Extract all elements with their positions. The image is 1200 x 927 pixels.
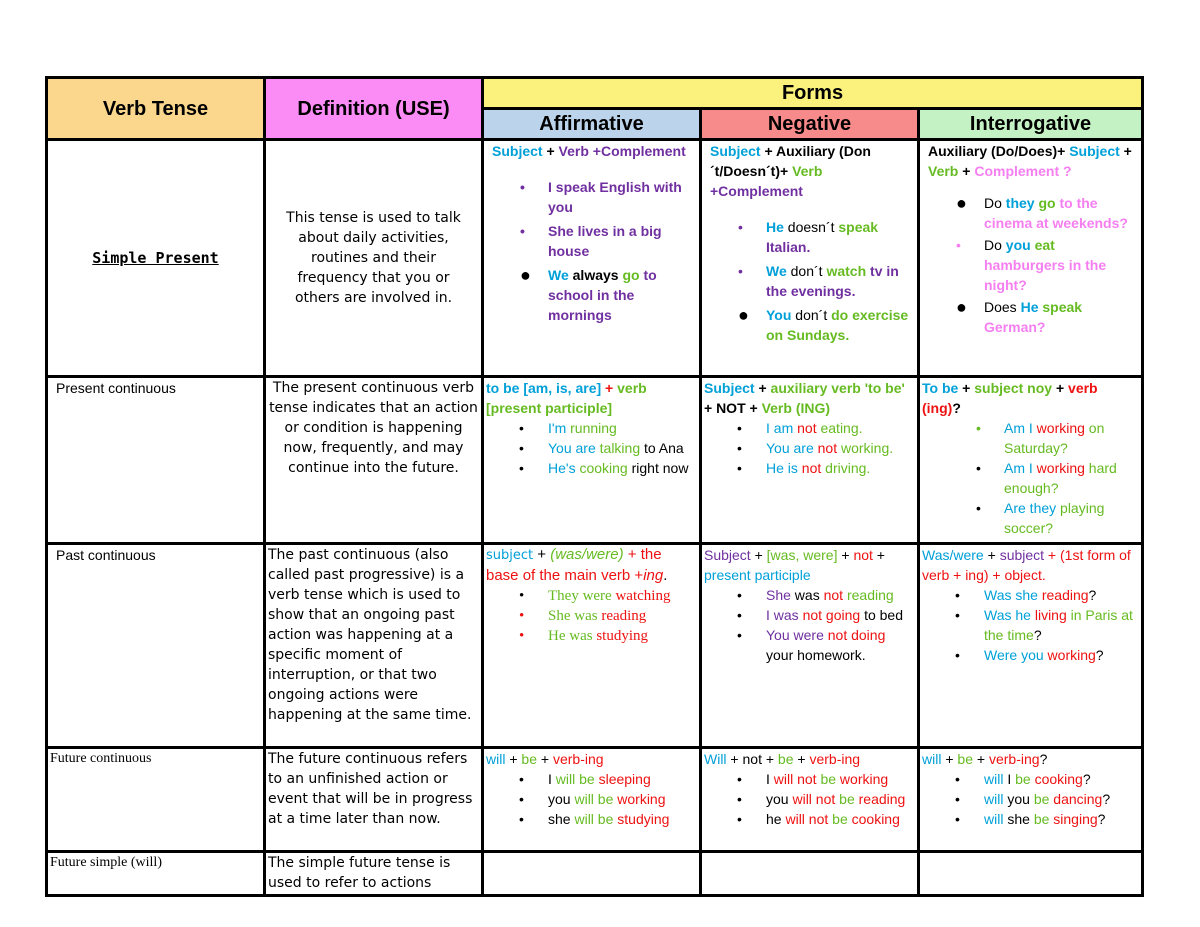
header-definition: Definition (USE) (265, 78, 483, 140)
tense-future-continuous: Future continuous (47, 748, 265, 852)
list-item: • will you be dancing? (955, 791, 1111, 807)
row-past-continuous (47, 544, 1143, 748)
list-item: • He's cooking right now (519, 460, 689, 476)
header-negative: Negative (701, 109, 919, 140)
negative-simple-present: Subject + Auxiliary (Don´t/Doesn´t)+ Verb +Complement • He doesn´t speak Italian. • We don´t watch tv in the evenings. ● You don´t do exercise on Sundays. (701, 140, 919, 377)
negative-past-continuous: Subject + [was, were] + not + present participle • She was not reading • I was not going to bed • You were not doing your homework. (701, 544, 919, 748)
list-item: • He was studying (519, 628, 649, 644)
list-item: • you will be working (519, 791, 666, 807)
header-verb-tense: Verb Tense (47, 78, 265, 140)
list-item: • she will be studying (519, 811, 670, 827)
list-item: • I will not be working (737, 771, 889, 787)
negative-present-continuous: Subject + auxiliary verb 'to be' + NOT + Verb (ING) • I am not eating. • You are not working. • He is not driving. (701, 377, 919, 544)
row-future-continuous (47, 748, 1143, 852)
interrogative-simple-present: Auxiliary (Do/Does)+ Subject + Verb + Complement ? ● Do they go to the cinema at weekends? • Do you eat hamburgers in the night? ● Does He speak German? (919, 140, 1143, 377)
definition-future-simple: The simple future tense is used to refer to actions (265, 852, 483, 896)
list-item: • I was not going to bed (737, 607, 904, 623)
list-item: • You were not doing your homework. (737, 627, 886, 663)
list-item: • Was he living in Paris at the time? (955, 607, 1133, 643)
tense-past-continuous: Past continuous (47, 544, 265, 748)
list-item: • Are they playing soccer? (976, 500, 1105, 536)
interrogative-present-continuous: To be + subject noy + verb (ing)? • Am I working on Saturday? • Am I working hard enough? • Are they playing soccer? (919, 377, 1143, 544)
list-item: ● Do they go to the cinema at weekends? (956, 193, 1128, 231)
header-affirmative: Affirmative (483, 109, 701, 140)
affirmative-present-continuous: to be [am, is, are] + verb [present participle] • I'm running • You are talking to Ana • He's cooking right now (483, 377, 701, 544)
negative-future-simple (701, 852, 919, 896)
list-item: • I'm running (519, 420, 617, 436)
definition-past-continuous: The past continuous (also called past progressive) is a verb tense which is used to show that an ongoing past action was happening at a specific moment of interruption, or that two ongoing actions were happening at the same time. (265, 544, 483, 748)
verb-tense-table (45, 76, 1144, 897)
list-item: • Was she reading? (955, 587, 1097, 603)
definition-simple-present: This tense is used to talk about daily activities, routines and their frequency that you or others are involved in. (265, 140, 483, 377)
definition-present-continuous: The present continuous verb tense indicates that an action or condition is happening now, frequently, and may continue into the future. (265, 377, 483, 544)
list-item: • will she be singing? (955, 811, 1106, 827)
list-item: • Am I working on Saturday? (976, 420, 1105, 456)
list-item: • I will be sleeping (519, 771, 651, 787)
list-item: • you will not be reading (737, 791, 906, 807)
affirmative-future-continuous: will + be + verb-ing • I will be sleeping • you will be working • she will be studying (483, 748, 701, 852)
interrogative-future-continuous: will + be + verb-ing? • will I be cooking? • will you be dancing? • will she be singing? (919, 748, 1143, 852)
header-interrogative: Interrogative (919, 109, 1143, 140)
row-present-continuous (47, 377, 1143, 544)
tense-future-simple: Future simple (will) (47, 852, 265, 896)
tense-present-continuous: Present continuous (47, 377, 265, 544)
list-item: • Were you working? (955, 647, 1104, 663)
list-item: • You are not working. (737, 440, 894, 456)
list-item: • You are talking to Ana (519, 440, 684, 456)
list-item: ● We always go to school in the mornings (520, 265, 657, 323)
list-item: • We don´t watch tv in the evenings. (738, 263, 899, 299)
negative-future-continuous: Will + not + be + verb-ing • I will not be working • you will not be reading • he will not be cooking (701, 748, 919, 852)
list-item: • She was reading (519, 608, 647, 624)
list-item: ● Does He speak German? (956, 297, 1083, 335)
interrogative-past-continuous: Was/were + subject + (1st form of verb + ing) + object. • Was she reading? • Was he living in Paris at the time? • Were you working? (919, 544, 1143, 748)
list-item: ● You don´t do exercise on Sundays. (738, 305, 909, 343)
list-item: • Do you eat hamburgers in the night? (956, 237, 1107, 293)
list-item: • She was not reading (737, 587, 894, 603)
affirmative-past-continuous: subject + (was/were) + the base of the main verb +ing. • They were watching • She was reading • He was studying (483, 544, 701, 748)
list-item: • he will not be cooking (737, 811, 900, 827)
list-item: • will I be cooking? (955, 771, 1091, 787)
affirmative-simple-present: Subject + Verb +Complement • I speak English with you • She lives in a big house ● We always go to school in the mornings (483, 140, 701, 377)
affirmative-future-simple (483, 852, 701, 896)
list-item: • I speak English with you (520, 179, 682, 215)
list-item: • Am I working hard enough? (976, 460, 1117, 496)
list-item: • They were watching (519, 588, 671, 604)
row-simple-present (47, 140, 1143, 377)
interrogative-future-simple (919, 852, 1143, 896)
list-item: • She lives in a big house (520, 223, 662, 259)
tense-simple-present: Simple Present (47, 140, 265, 377)
row-future-simple (47, 852, 1143, 896)
list-item: • I am not eating. (737, 420, 863, 436)
list-item: • He doesn´t speak Italian. (738, 219, 879, 255)
list-item: • He is not driving. (737, 460, 871, 476)
definition-future-continuous: The future continuous refers to an unfinished action or event that will be in progress at a time later than now. (265, 748, 483, 852)
header-forms: Forms (483, 78, 1143, 109)
